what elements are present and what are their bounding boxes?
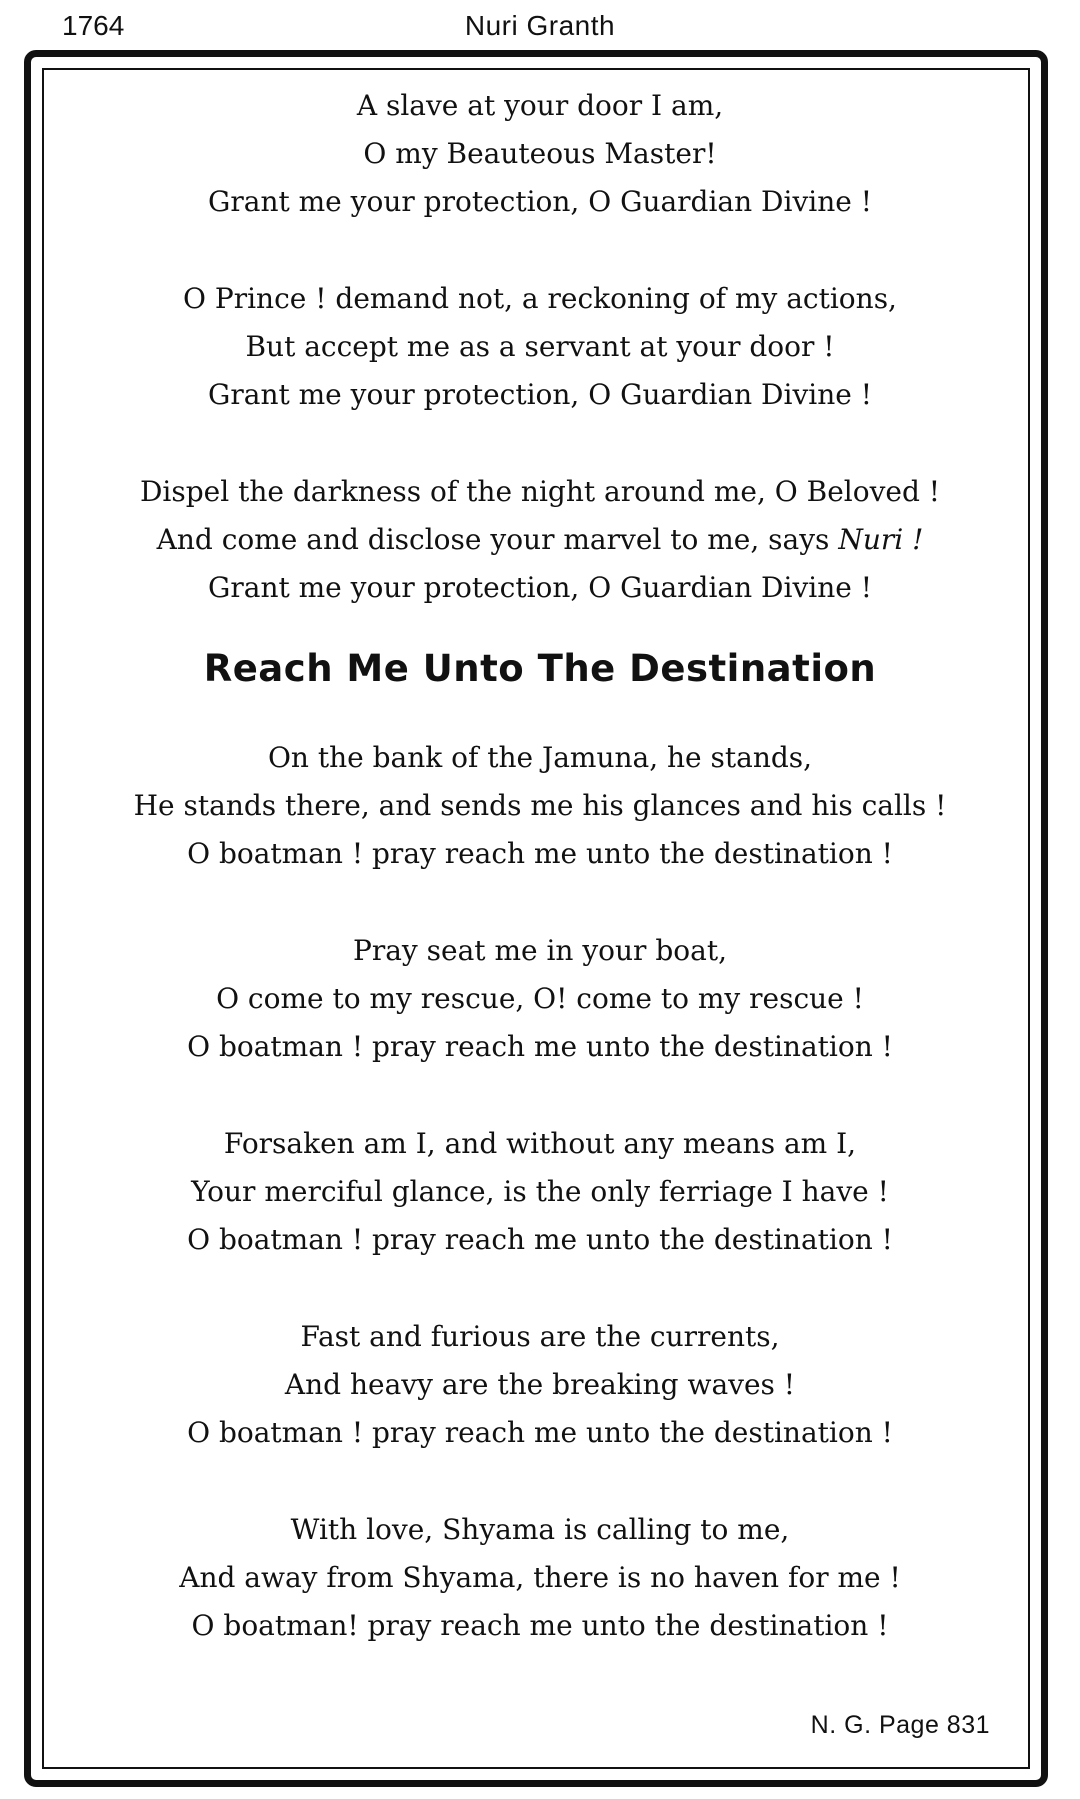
verse-line: Forsaken am I, and without any means am I, bbox=[223, 1127, 857, 1160]
verse-line: O boatman ! pray reach me unto the destination ! bbox=[187, 1416, 893, 1449]
poem-two-stanza-5 bbox=[0, 1506, 1080, 1650]
verse-line: O Prince ! demand not, a reckoning of my actions, bbox=[183, 282, 897, 315]
verse-line: He stands there, and sends me his glances and his calls ! bbox=[133, 789, 947, 822]
verse-line: And away from Shyama, there is no haven for me ! bbox=[179, 1561, 901, 1594]
verse-line: Fast and furious are the currents, bbox=[300, 1320, 780, 1353]
verse-line: Dispel the darkness of the night around me, O Beloved ! bbox=[139, 475, 941, 508]
page-reference: N. G. Page 831 bbox=[810, 1711, 990, 1739]
verse-text: And come and disclose your marvel to me, says bbox=[156, 523, 830, 556]
verse-line: O boatman! pray reach me unto the destination ! bbox=[191, 1609, 889, 1642]
page-header bbox=[0, 6, 1080, 50]
running-title: Nuri Granth bbox=[464, 10, 616, 41]
verse-line: O boatman ! pray reach me unto the destination ! bbox=[187, 1030, 893, 1063]
verse-line: Grant me your protection, O Guardian Divine ! bbox=[208, 378, 872, 411]
verse-line: A slave at your door I am, bbox=[356, 89, 724, 122]
verse-line: O boatman ! pray reach me unto the destination ! bbox=[187, 1223, 893, 1256]
verse-line: Your merciful glance, is the only ferriage I have ! bbox=[191, 1175, 889, 1208]
verse-line: Pray seat me in your boat, bbox=[353, 934, 727, 967]
verse-line: O boatman ! pray reach me unto the destination ! bbox=[187, 837, 893, 870]
poem-one-stanza-1 bbox=[0, 82, 1080, 226]
page-number: 1764 bbox=[62, 10, 125, 41]
verse-line: And heavy are the breaking waves ! bbox=[284, 1368, 796, 1401]
verse-line: Grant me your protection, O Guardian Divine ! bbox=[208, 185, 872, 218]
verse-line: With love, Shyama is calling to me, bbox=[290, 1513, 790, 1546]
poem-one-stanza-2 bbox=[0, 275, 1080, 419]
poem-two-stanza-1 bbox=[0, 734, 1080, 878]
page-content bbox=[0, 82, 1080, 1650]
poem-two-stanza-3 bbox=[0, 1120, 1080, 1264]
verse-line: O my Beauteous Master! bbox=[363, 137, 717, 170]
poet-signature: Nuri ! bbox=[838, 523, 924, 556]
poem-title: Reach Me Unto The Destination bbox=[203, 647, 877, 690]
poem-one-stanza-3 bbox=[0, 468, 1080, 612]
verse-line: But accept me as a servant at your door ! bbox=[245, 330, 835, 363]
poem-two-stanza-4 bbox=[0, 1313, 1080, 1457]
poem-two-stanza-2 bbox=[0, 927, 1080, 1071]
verse-line: On the bank of the Jamuna, he stands, bbox=[267, 741, 813, 774]
verse-line: O come to my rescue, O! come to my rescue ! bbox=[216, 982, 864, 1015]
verse-line-with-signature bbox=[0, 516, 1080, 564]
verse-line: Grant me your protection, O Guardian Divine ! bbox=[208, 571, 872, 604]
